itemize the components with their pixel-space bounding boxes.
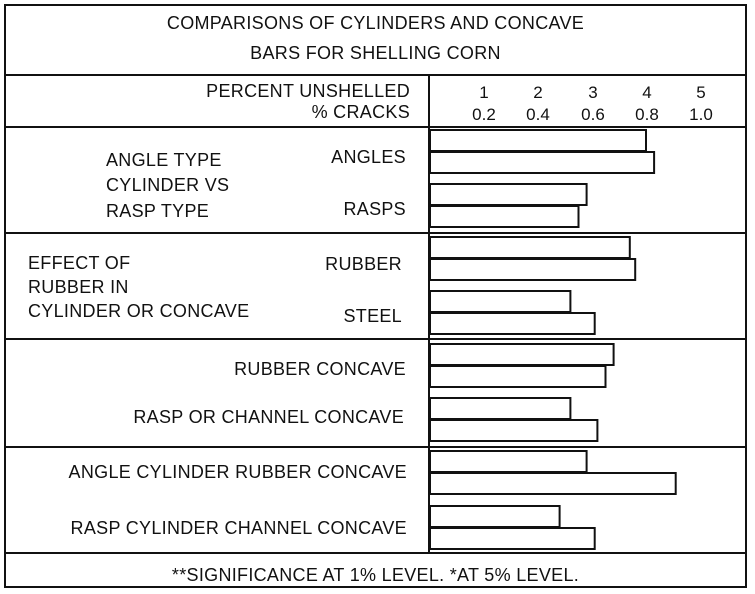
cracks-tick-label: 0.2 [472,105,496,124]
unshelled-tick-label: 2 [533,83,543,102]
cracks-tick-label: 0.6 [581,105,605,124]
bar-unshelled [430,184,587,205]
bar-unshelled [430,344,614,365]
bar-unshelled [430,451,587,472]
bar-cracks [430,366,606,387]
bar-unshelled [430,506,560,527]
cracks-axis-label: % CRACKS [311,102,410,122]
cracks-tick-label: 1.0 [689,105,713,124]
category-label-rasp-or-channel-concave: RASP OR CHANNEL CONCAVE [133,407,404,427]
category-label-rubber: RUBBER [325,254,402,274]
bar-cracks [430,473,676,494]
group-1-label-line-2: CYLINDER VS [106,175,230,195]
unshelled-tick-label: 3 [588,83,598,102]
cracks-tick-label: 0.4 [526,105,550,124]
bar-cracks [430,420,597,441]
bar-unshelled [430,398,570,419]
category-label-rasps: RASPS [343,199,406,219]
unshelled-tick-label: 4 [642,83,652,102]
category-label-steel: STEEL [343,306,402,326]
group-2-label-line-3: CYLINDER OR CONCAVE [28,301,250,321]
group-2-label-line-1: EFFECT OF [28,253,131,273]
category-label-rubber-concave: RUBBER CONCAVE [234,359,406,379]
bar-cracks [430,259,635,280]
unshelled-tick-label: 1 [479,83,489,102]
footnote: **SIGNIFICANCE AT 1% LEVEL. *AT 5% LEVEL. [171,565,580,585]
group-2-label-line-2: RUBBER IN [28,277,129,297]
bar-unshelled [430,130,646,151]
bar-unshelled [430,291,570,312]
bar-cracks [430,152,654,173]
group-1-label-line-3: RASP TYPE [106,201,210,221]
chart-title-line-1: COMPARISONS OF CYLINDERS AND CONCAVE [166,13,585,33]
bar-cracks [430,528,595,549]
unshelled-tick-label: 5 [696,83,706,102]
bar-cracks [430,313,595,334]
unshelled-axis-label: PERCENT UNSHELLED [206,81,410,101]
bar-cracks [430,206,579,227]
cracks-tick-label: 0.8 [635,105,659,124]
category-label-rasp-cylinder-channel-concave: RASP CYLINDER CHANNEL CONCAVE [70,518,407,538]
chart-title-line-2: BARS FOR SHELLING CORN [250,43,501,63]
category-label-angle-cylinder-rubber-concave: ANGLE CYLINDER RUBBER CONCAVE [68,462,407,482]
group-1-label-line-1: ANGLE TYPE [106,150,222,170]
bar-unshelled [430,237,630,258]
category-label-angles: ANGLES [331,147,406,167]
